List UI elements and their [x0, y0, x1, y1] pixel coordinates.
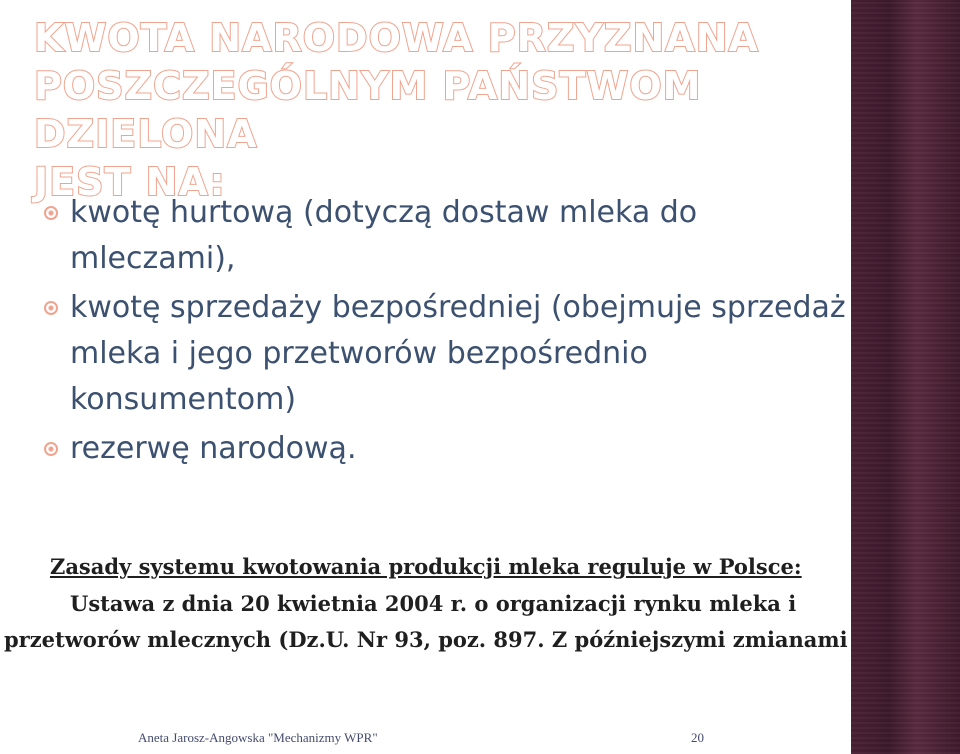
slide-title: KWOTA NARODOWA PRZYZNANA POSZCZEGÓLNYM PAŃSTWOM DZIELONA JEST NA:	[34, 16, 759, 204]
bullet-text: kwotę hurtową (dotyczą dostaw mleka do mleczami),	[70, 195, 698, 276]
bullet-text: kwotę sprzedaży bezpośredniej (obejmuje sprzedaż mleka i jego przetworów bezpośrednio konsumentom)	[70, 290, 846, 417]
page-number: 20	[691, 730, 704, 745]
decorative-side-band	[851, 0, 960, 754]
bullet-item	[44, 285, 854, 423]
bullet-text: rezerwę narodową.	[70, 431, 357, 466]
bullet-target-icon	[44, 301, 58, 315]
footer-author: Aneta Jarosz-Angowska "Mechanizmy WPR"	[138, 730, 378, 745]
legal-basis-heading: Zasady systemu kwotowania produkcji mleka reguluje w Polsce:	[50, 554, 802, 579]
bullet-target-icon	[44, 442, 58, 456]
legal-basis-line: przetworów mlecznych (Dz.U. Nr 93, poz. 897. Z późniejszymi zmianami	[4, 627, 848, 652]
legal-basis-line: Ustawa z dnia 20 kwietnia 2004 r. o organizacji rynku mleka i	[70, 591, 797, 616]
bullet-item	[44, 190, 854, 282]
bullet-item	[44, 426, 854, 472]
bullet-list	[44, 190, 854, 475]
bullet-target-icon	[44, 206, 58, 220]
